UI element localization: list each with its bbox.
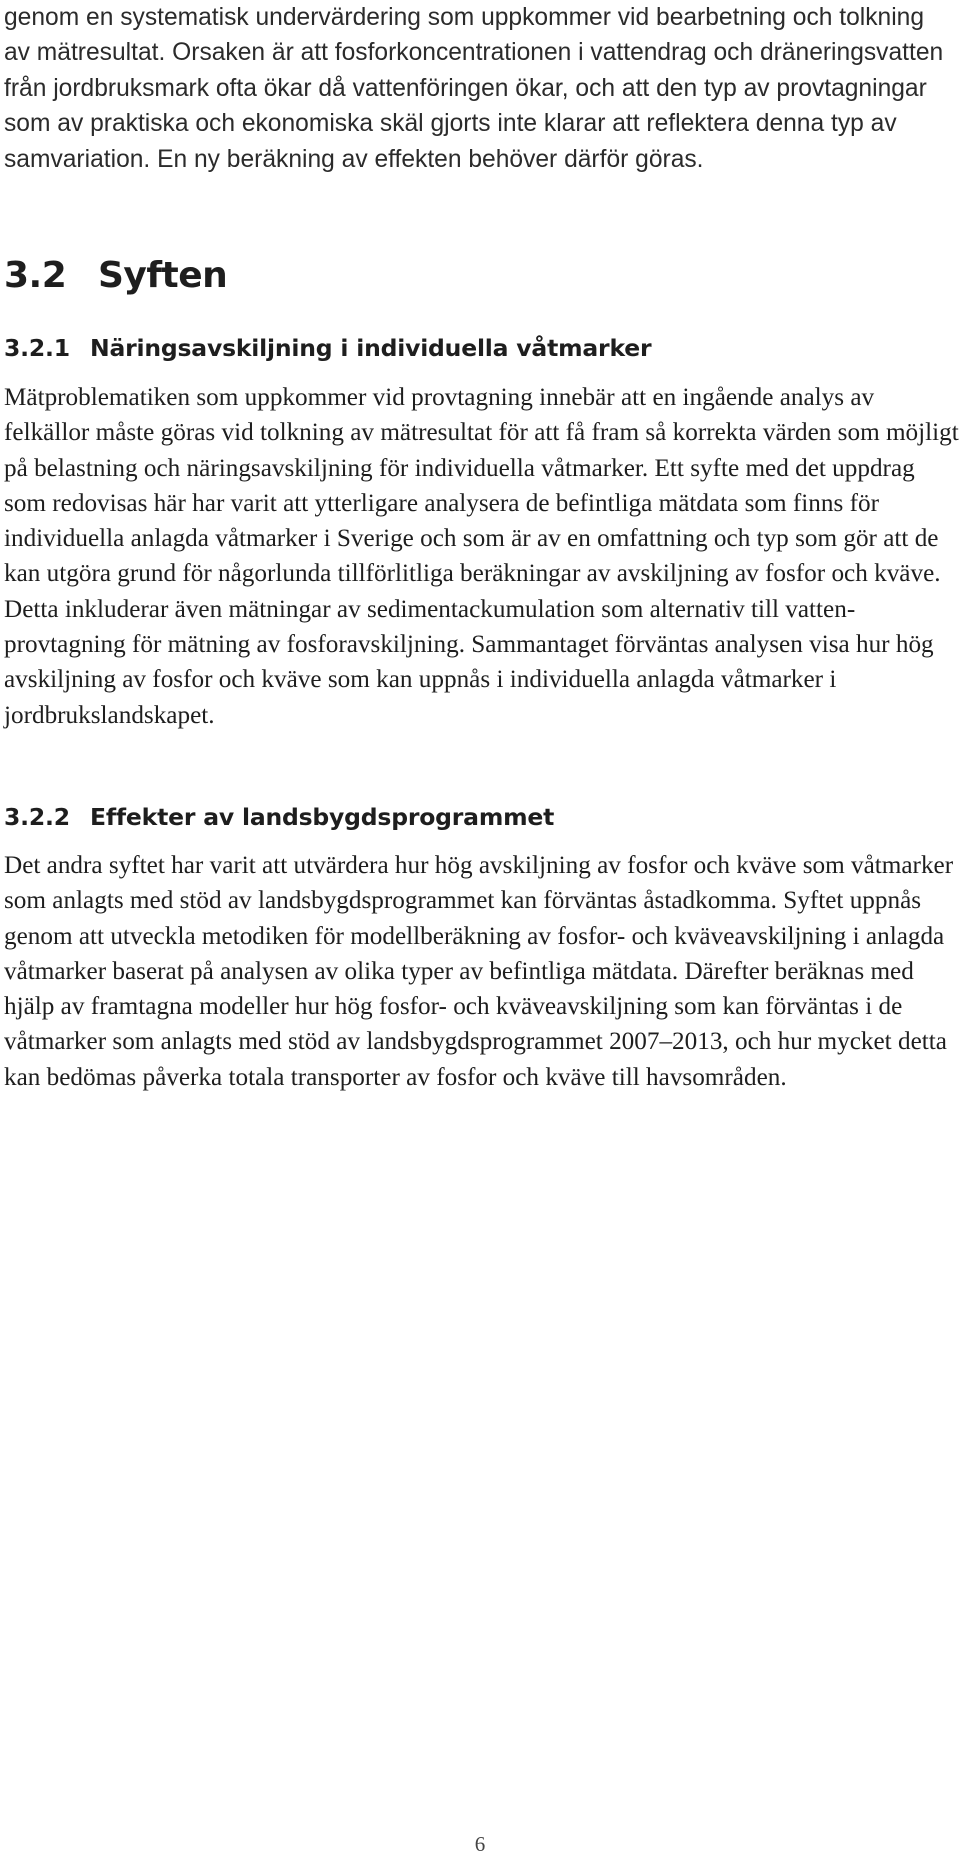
subsection-heading-2: [4, 801, 554, 833]
subsection-number-2: 3.2.2: [4, 803, 70, 831]
section-title: Syften: [98, 255, 228, 296]
section-number: 3.2: [4, 255, 67, 296]
subsection-paragraph-2: Det andra syftet har varit att utvärdera hur hög avskiljning av fosfor och kväve som våtmarker som anlagts med stöd av landsbygdsprogrammet kan förväntas åstadkomma. Syftet uppnås genom att utveckla metodiken för modellberäkning av fosfor- och kväveavskiljning i anlagda våtmarker baserat på analysen av olika typer av befintliga mätdata. Därefter beräknas med hjälp av framtagna modeller hur hög fosfor- och kväveavskiljning som kan förväntas i de våtmarker som anlagts med stöd av landsbygdsprogrammet 2007–2013, och hur mycket detta kan bedömas påverka totala transporter av fosfor och kväve till havsområden.: [4, 852, 954, 1091]
subsection-number-1: 3.2.1: [4, 334, 70, 362]
subsection-title-1: Näringsavskiljning i individuella våtmarker: [90, 334, 652, 362]
subsection-paragraph-1: Mätproblematiken som uppkommer vid provtagning innebär att en ingående analys av felkällor måste göras vid tolkning av mätresultat för att få fram så korrekta värden som möjligt på belastning och näringsavskiljning för individuella våtmarker. Ett syfte med det uppdrag som redovisas här har varit att ytterligare analysera de befintliga mätdata som finns för individuella anlagda våtmarker i Sverige och som är av en omfattning och typ som gör att de kan utgöra grund för någorlunda tillförlitliga beräkningar av avskiljning av fosfor och kväve. Detta inkluderar även mätningar av sedimentackumulation som alternativ till vattenprovtagning för mätning av fosforavskiljning. Sammantaget förväntas analysen visa hur hög avskiljning av fosfor och kväve som kan uppnås i individuella anlagda våtmarker i jordbrukslandskapet.: [4, 384, 959, 729]
subsection-heading-1: [4, 332, 651, 364]
page-number: 6: [474, 1832, 486, 1856]
intro-paragraph: genom en systematisk undervärdering som uppkommer vid bearbetning och tolkning av mätresultat. Orsaken är att fosforkoncentrationen i vattendrag och dräneringsvatten från jordbruksmark ofta ökar då vattenföringen ökar, och att den typ av provtagningar som av praktiska och ekonomiska skäl gjorts inte klarar att reflektera denna typ av samvariation. En ny beräkning av effekten behöver därför göras.: [4, 4, 944, 173]
subsection-title-2: Effekter av landsbygdsprogrammet: [90, 803, 555, 831]
section-heading: [4, 252, 227, 300]
